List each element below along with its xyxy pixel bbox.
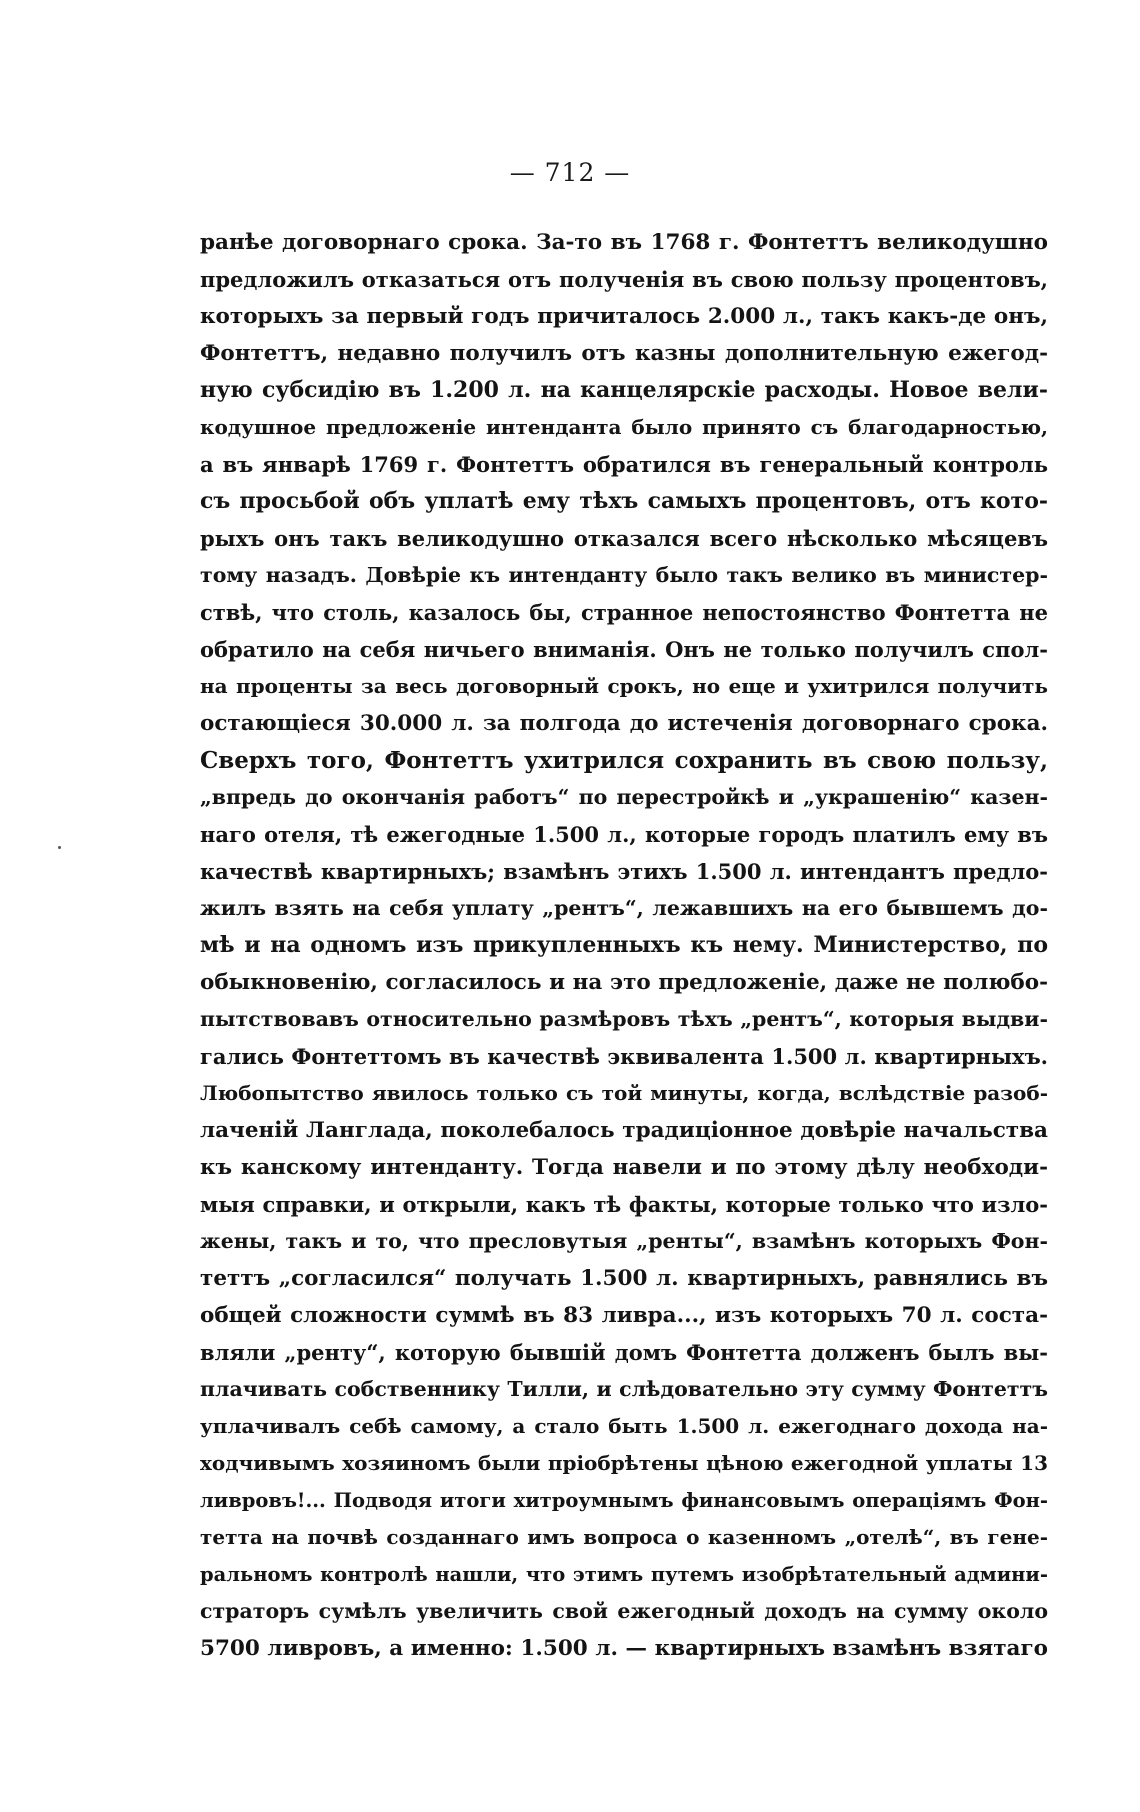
text-line: а въ январѣ 1769 г. Фонтеттъ обратился въ генеральный контроль bbox=[200, 452, 1048, 477]
body-text bbox=[200, 224, 1048, 1667]
scan-speck bbox=[58, 846, 61, 849]
text-line: къ канскому интенданту. Тогда навели и по этому дѣлу необходи- bbox=[200, 1155, 1048, 1180]
text-line: плачивать собственнику Тилли, и слѣдовательно эту сумму Фонтеттъ bbox=[200, 1377, 1048, 1401]
text-line: Любопытство явилось только съ той минуты, когда, вслѣдствіе разоб- bbox=[200, 1081, 1048, 1105]
text-line: качествѣ квартирныхъ; взамѣнъ этихъ 1.500 л. интендантъ предло- bbox=[200, 859, 1048, 884]
text-line: „впредь до окончанія работъ“ по перестройкѣ и „украшенію“ казен- bbox=[200, 785, 1048, 809]
text-line: теттъ „согласился“ получать 1.500 л. квартирныхъ, равнялись въ bbox=[200, 1266, 1048, 1291]
text-line: наго отеля, тѣ ежегодные 1.500 л., которые городъ платилъ ему въ bbox=[200, 822, 1048, 847]
text-line: которыхъ за первый годъ причиталось 2.000 л., такъ какъ-де онъ, bbox=[200, 304, 1048, 329]
text-line: остающіеся 30.000 л. за полгода до истеченія договорнаго срока. bbox=[200, 711, 1048, 736]
text-line: лаченій Ланглада, поколебалось традиціонное довѣріе начальства bbox=[200, 1118, 1048, 1143]
text-line: гались Фонтеттомъ въ качествѣ эквивалента 1.500 л. квартирныхъ. bbox=[200, 1044, 1048, 1069]
text-line: ную субсидію въ 1.200 л. на канцелярскіе расходы. Новое вели- bbox=[200, 377, 1048, 403]
text-line: ходчивымъ хозяиномъ были пріобрѣтены цѣною ежегодной уплаты 13 bbox=[200, 1451, 1048, 1475]
text-line: ливровъ!... Подводя итоги хитроумнымъ финансовымъ операціямъ Фон- bbox=[200, 1489, 1048, 1512]
text-line: Фонтеттъ, недавно получилъ отъ казны дополнительную ежегод- bbox=[200, 341, 1048, 366]
text-line: жены, такъ и то, что пресловутыя „ренты“, взамѣнъ которыхъ Фон- bbox=[200, 1229, 1048, 1253]
text-line: мѣ и на одномъ изъ прикупленныхъ къ нему. Министерство, по bbox=[200, 932, 1048, 958]
text-line: обыкновенію, согласилось и на это предложеніе, даже не полюбо- bbox=[200, 970, 1048, 995]
text-line: общей сложности суммѣ въ 83 ливра..., изъ которыхъ 70 л. соста- bbox=[200, 1303, 1048, 1328]
text-line: уплачивалъ себѣ самому, а стало быть 1.500 л. ежегоднаго дохода на- bbox=[200, 1414, 1048, 1438]
text-line: страторъ сумѣлъ увеличить свой ежегодный доходъ на сумму около bbox=[200, 1599, 1048, 1623]
text-line: ральномъ контролѣ нашли, что этимъ путемъ изобрѣтательный админи- bbox=[200, 1563, 1048, 1586]
text-line: тому назадъ. Довѣріе къ интенданту было такъ велико въ министер- bbox=[200, 563, 1048, 587]
text-line: обратило на себя ничьего вниманія. Онъ не только получилъ спол- bbox=[200, 637, 1048, 662]
text-line: предложилъ отказаться отъ полученія въ свою пользу процентовъ, bbox=[200, 267, 1048, 292]
text-line: кодушное предложеніе интенданта было принято съ благодарностью, bbox=[200, 415, 1048, 439]
text-line: тетта на почвѣ созданнаго имъ вопроса о казенномъ „отелѣ“, въ гене- bbox=[200, 1525, 1048, 1549]
text-line: ранѣе договорнаго срока. За-то въ 1768 г. Фонтеттъ великодушно bbox=[200, 230, 1048, 255]
text-line: на проценты за весь договорный срокъ, но еще и ухитрился получить bbox=[200, 674, 1048, 698]
text-line: 5700 ливровъ, а именно: 1.500 л. — квартирныхъ взамѣнъ взятаго bbox=[200, 1636, 1048, 1661]
text-line: пытствовавъ относительно размѣровъ тѣхъ „рентъ“, которыя выдви- bbox=[200, 1007, 1048, 1031]
text-line: съ просьбой объ уплатѣ ему тѣхъ самыхъ процентовъ, отъ кото- bbox=[200, 488, 1048, 514]
text-line: мыя справки, и открыли, какъ тѣ факты, которые только что изло- bbox=[200, 1192, 1048, 1217]
page-number: — 712 — bbox=[509, 158, 631, 187]
text-line: ствѣ, что столь, казалось бы, странное непостоянство Фонтетта не bbox=[200, 600, 1048, 625]
text-line: Сверхъ того, Фонтеттъ ухитрился сохранить въ свою пользу, bbox=[200, 747, 1048, 774]
text-line: рыхъ онъ такъ великодушно отказался всего нѣсколько мѣсяцевъ bbox=[200, 526, 1048, 551]
text-line: жилъ взять на себя уплату „рентъ“, лежавшихъ на его бывшемъ до- bbox=[200, 896, 1048, 920]
text-line: вляли „ренту“, которую бывшій домъ Фонтетта долженъ былъ вы- bbox=[200, 1340, 1048, 1365]
